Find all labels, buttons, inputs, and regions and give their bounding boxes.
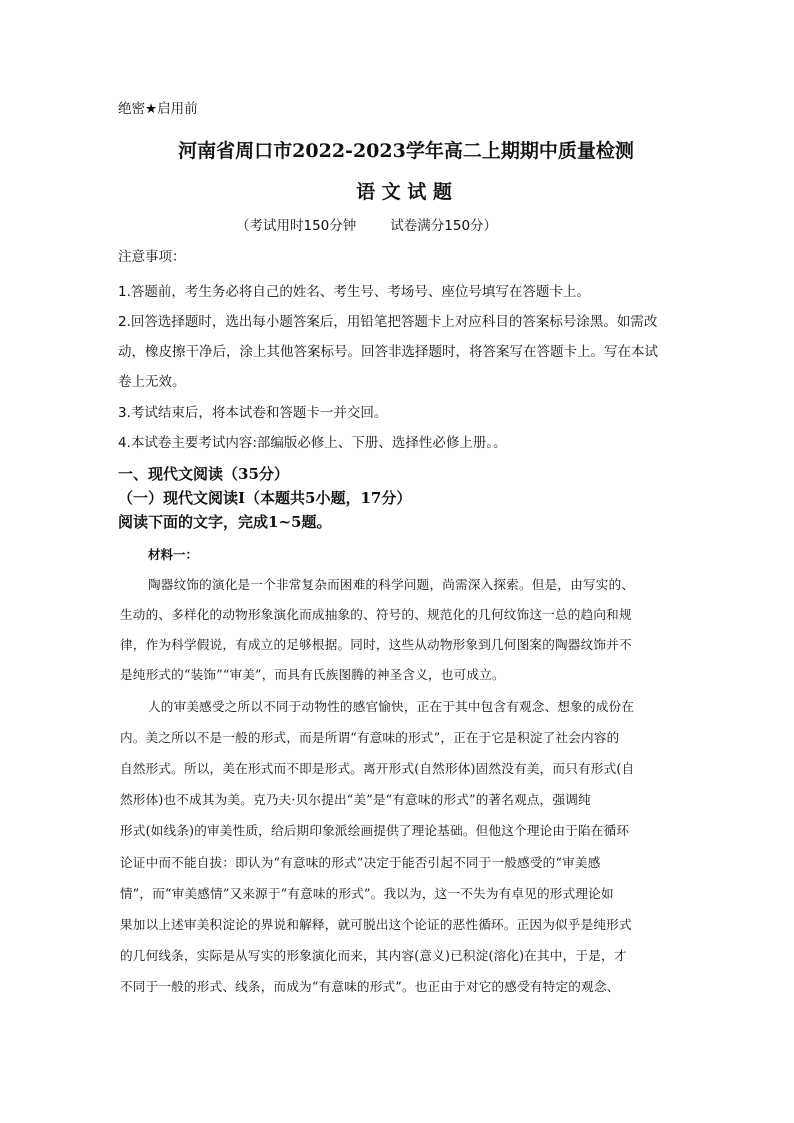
passage-line: 不同于一般的形式、线条，而成为“有意味的形式”。也正由于对它的感受有特定的观念、 xyxy=(120,979,620,994)
subject-title xyxy=(0,180,794,204)
notice-heading: 注意事项： xyxy=(118,249,186,265)
notice-line: 3.考试结束后，将本试卷和答题卡一并交回。 xyxy=(118,405,388,421)
passage-line: 形式(如线条)的审美性质，给后期印象派绘画提供了理论基础。但他这个理论由于陷在循环 xyxy=(120,823,630,838)
passage-line: 的几何线条，实际是从写实的形象演化而来，其内容(意义)已积淀(溶化)在其中，于是，才 xyxy=(120,948,627,963)
notice-line: 1.答题前，考生务必将自己的姓名、考生号、考场号、座位号填写在答题卡上。 xyxy=(118,284,590,300)
secret-label: 绝密★启用前 xyxy=(118,101,198,117)
exam-title xyxy=(0,139,794,163)
exam-info xyxy=(236,217,497,235)
exam-title-text: 河南省周口市2022-2023学年高二上期期中质量检测 xyxy=(178,140,634,162)
section-heading: 一、现代文阅读（35分） xyxy=(118,465,289,483)
passage-line: 自然形式。所以，美在形式而不即是形式。离开形式(自然形体)固然没有美，而只有形式(自 xyxy=(120,761,635,776)
passage-line: 内。美之所以不是一般的形式，而是所谓“有意味的形式”，正在于它是积淀了社会内容的 xyxy=(120,730,620,745)
passage-line: 生动的、多样化的动物形象演化而成抽象的、符号的、规范化的几何纹饰这一总的趋向和规 xyxy=(120,607,632,622)
passage-line: 论证中而不能自拔：即认为“有意味的形式”决定于能否引起不同于一般感受的“审美感 xyxy=(120,855,601,870)
passage-line: 然形体)也不成其为美。克乃夫·贝尔提出“美”是“有意味的形式”的著名观点，强调纯 xyxy=(120,792,591,807)
subject-title-text: 语 文 试 题 xyxy=(356,181,452,203)
notice-line: 4.本试卷主要考试内容:部编版必修上、下册、选择性必修上册。。 xyxy=(118,435,507,451)
time-info: （考试用时150分钟 xyxy=(236,218,357,234)
passage-line: 律，作为科学假说，有成立的足够根据。同时，这些从动物形象到几何图案的陶器纹饰并不 xyxy=(120,637,632,652)
subsection-heading: （一）现代文阅读Ⅰ（本题共5小题，17分） xyxy=(118,489,412,507)
reading-instruction: 阅读下面的文字，完成1~5题。 xyxy=(118,513,332,531)
notice-line: 卷上无效。 xyxy=(118,374,186,390)
passage-line: 陶器纹饰的演化是一个非常复杂而困难的科学问题，尚需深入探索。但是，由写实的、 xyxy=(148,577,635,592)
passage-line: 是纯形式的“装饰”“审美”，而具有氏族图腾的神圣含义，也可成立。 xyxy=(120,667,505,682)
score-info: 试卷满分150分） xyxy=(390,218,498,234)
notice-line: 动，橡皮擦干净后，涂上其他答案标号。回答非选择题时，将答案写在答题卡上。写在本试 xyxy=(118,344,658,360)
material-label: 材料一： xyxy=(148,547,199,562)
passage-line: 情”，而“审美感情”又来源于“有意味的形式”。我以为，这一不失为有卓见的形式理论如 xyxy=(120,886,614,901)
passage-line: 人的审美感受之所以不同于动物性的感官愉快，正在于其中包含有观念、想象的成份在 xyxy=(148,699,635,714)
passage-line: 果加以上述审美积淀论的界说和解释，就可脱出这个论证的恶性循环。正因为似乎是纯形式 xyxy=(120,917,632,932)
notice-line: 2.回答选择题时，选出每小题答案后，用铅笔把答题卡上对应科目的答案标号涂黑。如需改 xyxy=(118,314,658,330)
